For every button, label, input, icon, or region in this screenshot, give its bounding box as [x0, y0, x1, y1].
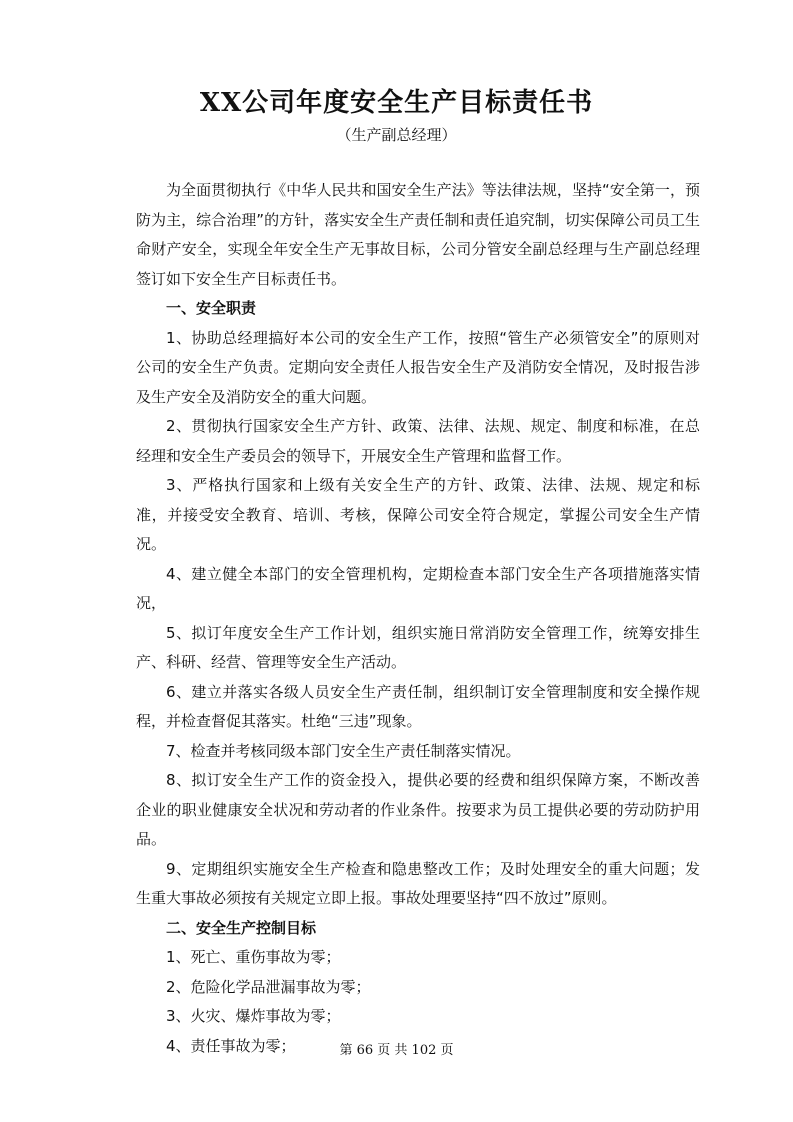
document-body: [136, 176, 700, 1061]
duty-item: 7、检查并考核同级本部门安全生产责任制落实情况。: [166, 741, 521, 760]
document-subtitle: （生产副总经理）: [336, 126, 457, 144]
duty-item: 2、贯彻执行国家安全生产方针、政策、法律、法规、规定、制度和标准，在总经理和安全生产委员会的领导下，开展安全生产管理和监督工作。: [136, 417, 700, 465]
intro-paragraph: 为全面贯彻执行《中华人民共和国安全生产法》等法律法规，坚持“安全第一，预防为主，综合治理”的方针，落实安全生产责任制和责任追究制，切实保障公司员工生命财产安全，实现全年安全生产无事故目标，公司分管安全副总经理与生产副总经理签订如下安全生产目标责任书。: [136, 181, 700, 288]
duty-item: 6、建立并落实各级人员安全生产责任制，组织制订安全管理制度和安全操作规程，并检查督促其落实。杜绝“三违”现象。: [136, 682, 700, 730]
duty-item: 4、建立健全本部门的安全管理机构，定期检查本部门安全生产各项措施落实情况，: [136, 564, 700, 612]
section-heading-targets: 二、安全生产控制目标: [166, 918, 317, 937]
duty-item: 1、协助总经理搞好本公司的安全生产工作，按照“管生产必须管安全”的原则对公司的安全生产负责。定期向安全责任人报告安全生产及消防安全情况，及时报告涉及生产安全及消防安全的重大问题。: [136, 328, 700, 406]
page-number: 第 66 页 共 102 页: [339, 1043, 454, 1058]
duty-item: 5、拟订年度安全生产工作计划，组织实施日常消防安全管理工作，统筹安排生产、科研、经营、管理等安全生产活动。: [136, 623, 700, 671]
target-item: 1、死亡、重伤事故为零；: [166, 948, 341, 966]
duty-item: 9、定期组织实施安全生产检查和隐患整改工作；及时处理安全的重大问题；发生重大事故必须按有关规定立即上报。事故处理要坚持“四不放过”原则。: [136, 859, 700, 907]
duty-item: 3、严格执行国家和上级有关安全生产的方针、政策、法律、法规、规定和标准，并接受安全教育、培训、考核，保障公司安全符合规定，掌握公司安全生产情况。: [136, 476, 700, 553]
target-item: 4、责任事故为零；: [166, 1036, 296, 1055]
target-item: 3、火灾、爆炸事故为零；: [166, 1007, 341, 1025]
section-heading-duties: 一、安全职责: [166, 299, 257, 317]
duty-item: 8、拟订安全生产工作的资金投入，提供必要的经费和组织保障方案，不断改善企业的职业健康安全状况和劳动者的作业条件。按要求为员工提供必要的劳动防护用品。: [136, 771, 700, 848]
target-item: 2、危险化学品泄漏事故为零；: [166, 977, 371, 996]
document-title: XX公司年度安全生产目标责任书: [199, 88, 594, 118]
